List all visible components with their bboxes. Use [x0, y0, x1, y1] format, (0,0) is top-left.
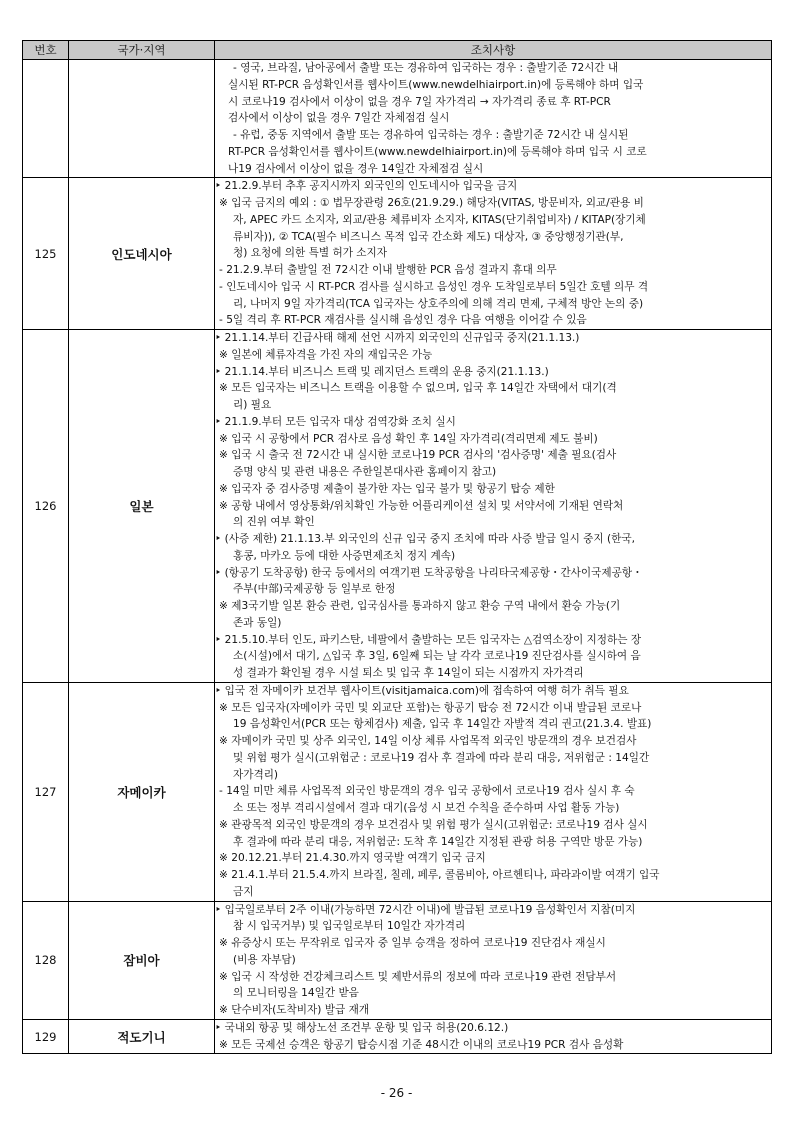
measure-line: 자, APEC 카드 소지자, 외교/관용 체류비자 소지자, KITAS(단기취업비자) / KITAP(장기체: [233, 213, 646, 226]
measure-line: 소 또는 정부 격리시설에서 결과 대기(음성 시 보건 수칙을 준수하며 사업 활동 가능): [233, 802, 620, 814]
table-row: [23, 178, 772, 330]
measure-line: - 유럽, 중동 지역에서 출발 또는 경유하여 입국하는 경우 : 출발기준 72시간 내 실시된: [233, 129, 629, 141]
measure-line: ‣ 21.2.9.부터 추후 공지시까지 외국인의 인도네시아 입국을 금지: [215, 180, 518, 193]
measure-line: ※ 제3국기발 일본 환승 관련, 입국심사를 통과하지 않고 환승 구역 내에서 환승 가능(기: [219, 600, 621, 612]
measure-line: 류비자)), ② TCA(필수 비즈니스 목적 입국 간소화 제도) 대상자, ③ 중앙행정기관(부,: [233, 230, 624, 243]
measure-line: ※ 입국 시 작성한 건강체크리스트 및 제반서류의 정보에 따라 코로나19 관련 전담부서: [219, 970, 617, 983]
measure-line: - 21.2.9.부터 출발일 전 72시간 이내 발행한 PCR 음성 결과지 휴대 의무: [219, 264, 557, 276]
measure-line: 주부(中部)국제공항 등 일부로 한정: [233, 583, 396, 596]
country-name: 잠비아: [69, 901, 215, 1019]
header-country: 국가·지역: [69, 41, 215, 60]
header-measures: 조치사항: [215, 41, 772, 60]
table-row: [23, 60, 772, 178]
table-body: [23, 60, 772, 1054]
measure-line: 및 위험 평가 실시(고위험군 : 코로나19 검사 후 결과에 따라 분리 대응, 저위험군 : 14일간: [233, 751, 650, 764]
measure-line: ※ 모든 입국자는 비즈니스 트랙을 이용할 수 없으며, 입국 후 14일간 자택에서 대기(격: [219, 382, 617, 395]
header-number: 번호: [23, 41, 69, 60]
measure-line: ※ 공항 내에서 영상통화/위치확인 가능한 어플리케이션 설치 및 서약서에 기재된 연락처: [219, 499, 624, 512]
measure-line: 참 시 입국거부) 및 입국일로부터 10일간 자가격리: [233, 920, 466, 933]
country-name: 인도네시아: [69, 178, 215, 330]
row-number: 127: [23, 682, 69, 901]
measure-line: 실시된 RT-PCR 음성확인서를 웹사이트(www.newdelhiairport.in)에 등록해야 하며 입국: [228, 78, 644, 91]
measure-line: ※ 일본에 체류자격을 가진 자의 재입국은 가능: [219, 348, 433, 361]
measure-line: - 14일 미만 체류 사업목적 외국인 방문객의 경우 입국 공항에서 코로나19 검사 실시 후 숙: [219, 785, 635, 798]
measure-line: 홍콩, 마카오 등에 대한 사증면제조치 정지 계속): [233, 549, 456, 562]
measure-line: 청) 요청에 의한 특별 허가 소지자: [233, 247, 388, 260]
measure-line: ※ 20.12.21.부터 21.4.30.까지 영국발 여객기 입국 금지: [219, 852, 486, 865]
measure-line: ※ 모든 국제선 승객은 항공기 탑승시점 기준 48시간 이내의 코로나19 PCR 검사 음성확: [219, 1038, 624, 1051]
measure-line: ※ 관광목적 외국인 방문객의 경우 보건검사 및 위험 평가 실시(고위험군: 코로나19 검사 실시: [219, 818, 648, 831]
measure-line: ※ 단수비자(도착비자) 발급 재개: [219, 1004, 370, 1016]
row-number: 128: [23, 901, 69, 1019]
measure-line: ‣ (항공기 도착공항) 한국 등에서의 여객기편 도착공항을 나리타국제공항・간사이국제공항・: [215, 566, 643, 579]
measure-line: ‣ 입국일로부터 2주 이내(가능하면 72시간 이내)에 발급된 코로나19 음성확인서 지참(미지: [215, 903, 636, 916]
measures-cell: [215, 1019, 772, 1054]
page-number: - 26 -: [380, 1086, 413, 1100]
measure-line: ※ 모든 입국자(자메이카 국민 및 외교단 포함)는 항공기 탑승 전 72시간 이내 발급된 코로나: [219, 701, 642, 714]
measures-cell: [215, 60, 772, 178]
measures-cell: [215, 330, 772, 683]
measure-line: ‣ 21.1.14.부터 비즈니스 트랙 및 레지던스 트랙의 운용 중지(21.1.13.): [215, 365, 549, 378]
measures-table: [22, 40, 772, 1054]
row-number: [23, 60, 69, 178]
measure-line: 성 결과가 확인될 경우 시설 퇴소 및 입국 후 14일이 되는 시점까지 자가격리: [233, 667, 584, 679]
table-row: [23, 682, 772, 901]
measure-line: ‣ 21.5.10.부터 인도, 파키스탄, 네팔에서 출발하는 모든 입국자는 △검역소장이 지정하는 장: [215, 633, 642, 646]
measure-line: ※ 입국자 중 검사증명 제출이 불가한 자는 입국 불가 및 항공기 탑승 제한: [219, 482, 555, 495]
measure-line: ※ 유증상시 또는 무작위로 입국자 중 일부 승객을 정하여 코로나19 진단검사 재실시: [219, 937, 606, 949]
measure-line: 의 모니터링을 14일간 받음: [233, 987, 359, 1000]
measure-line: - 영국, 브라질, 남아공에서 출발 또는 경유하여 입국하는 경우 : 출발기준 72시간 내: [233, 62, 619, 74]
table-row: [23, 330, 772, 683]
measure-line: ※ 입국 시 공항에서 PCR 검사로 음성 확인 후 14일 자가격리(격리면제 제도 불비): [219, 432, 598, 445]
measure-line: - 인도네시아 입국 시 RT-PCR 검사를 실시하고 음성인 경우 도착일로부터 5일간 호텔 의무 격: [219, 280, 649, 293]
measure-line: 존과 동일): [233, 616, 282, 629]
measure-line: ※ 자메이카 국민 및 상주 외국인, 14일 이상 체류 사업목적 외국인 방문객의 경우 보건검사: [219, 735, 637, 747]
measure-line: 리, 나머지 9일 자가격리(TCA 입국자는 상호주의에 의해 격리 면제, 구체적 방안 논의 중): [233, 297, 644, 310]
country-name: 자메이카: [69, 682, 215, 901]
measures-cell: [215, 178, 772, 330]
country-name: 일본: [69, 330, 215, 683]
measures-cell: [215, 682, 772, 901]
measure-line: - 5일 격리 후 RT-PCR 재검사를 실시해 음성인 경우 다음 여행을 이어갈 수 있음: [219, 314, 587, 327]
table-row: [23, 1019, 772, 1054]
row-number: 129: [23, 1019, 69, 1054]
row-number: 125: [23, 178, 69, 330]
measure-line: ‣ 입국 전 자메이카 보건부 웹사이트(visitjamaica.com)에 접속하여 여행 허가 취득 필요: [215, 684, 629, 697]
table-header-row: [23, 41, 772, 60]
measures-cell: [215, 901, 772, 1019]
measure-line: 나19 검사에서 이상이 없을 경우 14일간 자체점검 실시: [228, 162, 484, 175]
measure-line: 금지: [233, 885, 254, 898]
measure-line: ※ 21.4.1.부터 21.5.4.까지 브라질, 칠레, 페루, 콜롬비아, 아르헨티나, 파라과이발 여객기 입국: [219, 869, 660, 881]
table-row: [23, 901, 772, 1019]
measure-line: (비용 자부담): [233, 953, 296, 966]
country-name: [69, 60, 215, 178]
measure-line: 시 코로나19 검사에서 이상이 없을 경우 7일 자가격리 → 자가격리 종료 후 RT-PCR: [228, 95, 611, 108]
measure-line: 후 결과에 따라 분리 대응, 저위험군: 도착 후 14일간 지정된 관광 허용 구역만 방문 가능): [233, 835, 643, 848]
row-number: 126: [23, 330, 69, 683]
measure-line: 리) 필요: [233, 399, 272, 411]
measure-line: ‣ 국내외 항공 및 해상노선 조건부 운항 및 입국 허용(20.6.12.): [215, 1021, 509, 1034]
country-name: 적도기니: [69, 1019, 215, 1054]
measure-line: ※ 입국 시 출국 전 72시간 내 실시한 코로나19 PCR 검사의 '검사증명' 제출 필요(검사: [219, 449, 617, 462]
measure-line: ‣ 21.1.14.부터 긴급사태 해제 선언 시까지 외국인의 신규입국 중지(21.1.13.): [215, 332, 580, 344]
measure-line: 자가격리): [233, 768, 279, 781]
measure-line: ‣ (사증 제한) 21.1.13.부 외국인의 신규 입국 중지 조치에 따라 사증 발급 일시 중지 (한국,: [215, 533, 635, 545]
measure-line: 의 진위 여부 확인: [233, 516, 315, 529]
measure-line: 증명 양식 및 관련 내용은 주한일본대사관 홈페이지 참고): [233, 466, 497, 478]
measure-line: 검사에서 이상이 없을 경우 7일간 자체점검 실시: [228, 112, 450, 125]
measure-line: ‣ 21.1.9.부터 모든 입국자 대상 검역강화 조치 실시: [215, 415, 456, 428]
measure-line: ※ 입국 금지의 예외 : ① 법무장관령 26호(21.9.29.) 해당자(VITAS, 방문비자, 외교/관용 비: [219, 197, 644, 209]
measure-line: 소(시설)에서 대기, △입국 후 3일, 6일째 되는 날 각각 코로나19 진단검사를 실시하여 음: [233, 650, 641, 663]
measure-line: RT-PCR 음성확인서를 웹사이트(www.newdelhiairport.in)에 등록해야 하며 입국 시 코로: [228, 145, 647, 158]
measure-line: 19 음성확인서(PCR 또는 항체검사) 제출, 입국 후 14일간 자발적 격리 권고(21.3.4. 발표): [233, 718, 652, 731]
